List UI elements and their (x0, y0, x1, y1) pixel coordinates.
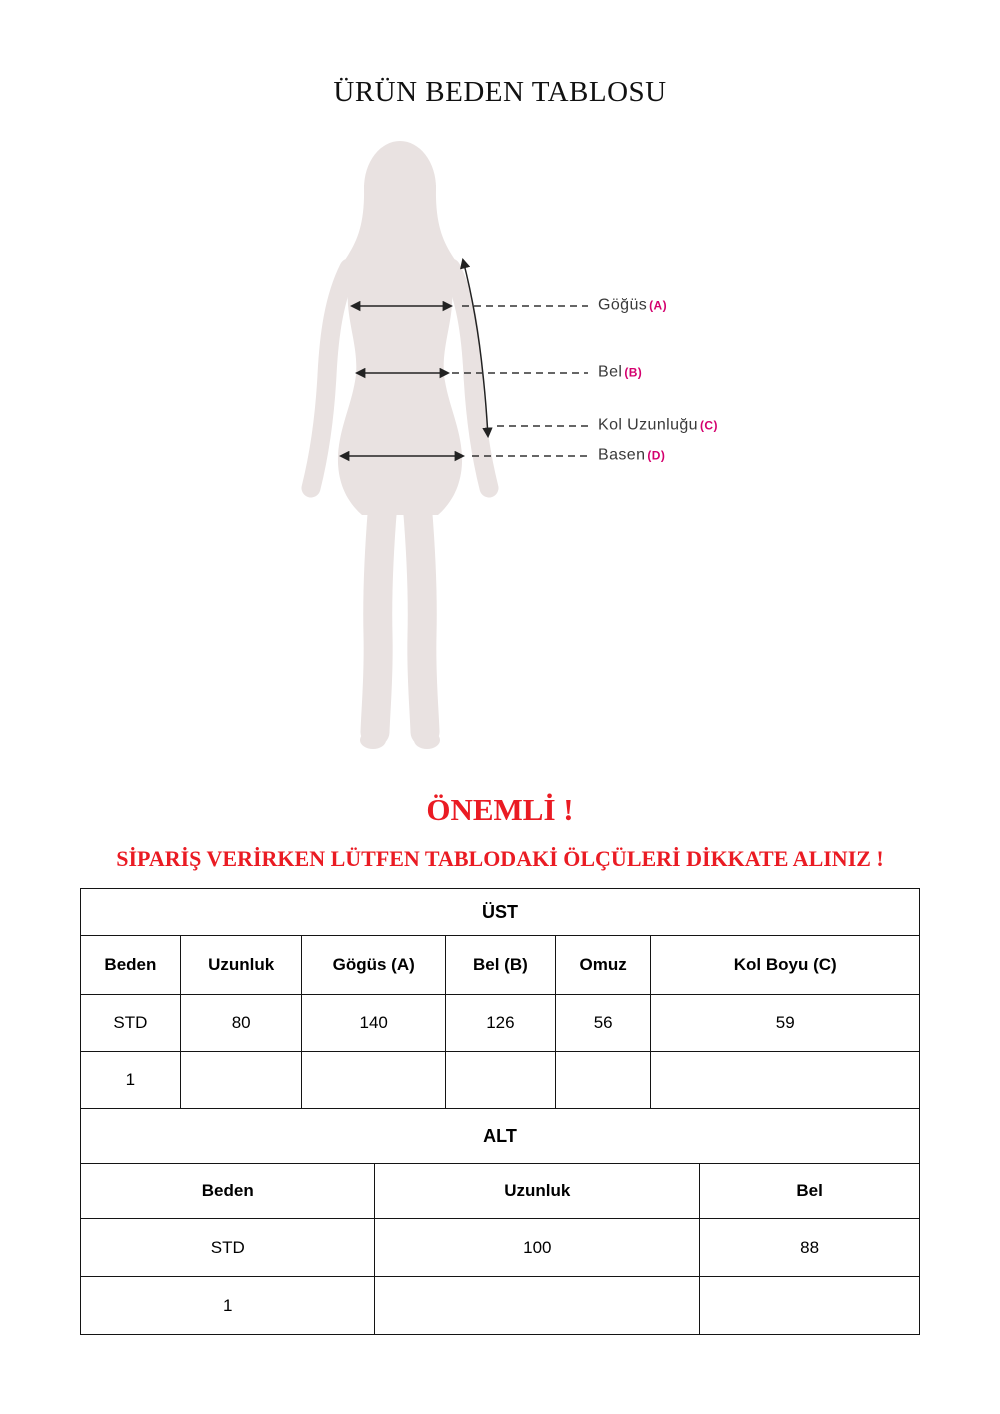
table-cell: 1 (81, 1052, 181, 1109)
table-cell (651, 1052, 920, 1109)
label-arm-length-marker: (C) (699, 418, 718, 433)
label-waist-text: Bel (598, 363, 623, 381)
table-cell: 100 (375, 1219, 700, 1277)
table-row (81, 1164, 920, 1219)
label-arm-length-text: Kol Uzunluğu (598, 416, 698, 434)
top-table-title: ÜST (81, 889, 920, 936)
table-cell (302, 1052, 445, 1109)
important-heading: ÖNEMLİ ! (426, 792, 574, 827)
label-waist-marker: (B) (624, 365, 643, 380)
table-cell: 80 (180, 995, 302, 1052)
table-header-cell: Gögüs (A) (302, 936, 445, 995)
label-chest-text: Göğüs (598, 296, 648, 314)
table-header-cell: Uzunluk (180, 936, 302, 995)
table-row (81, 936, 920, 995)
table-cell: 126 (445, 995, 555, 1052)
table-header-cell: Beden (81, 1164, 375, 1219)
table-row (81, 995, 920, 1052)
bottom-table-title: ALT (81, 1109, 920, 1164)
label-arm-length (598, 417, 718, 435)
table-cell (375, 1277, 700, 1335)
table-cell (555, 1052, 651, 1109)
table-row (81, 889, 920, 936)
table-cell (180, 1052, 302, 1109)
bottom-size-table (80, 1108, 920, 1335)
table-row (81, 1109, 920, 1164)
top-size-table (80, 888, 920, 1109)
table-header-cell: Bel (B) (445, 936, 555, 995)
table-cell: 59 (651, 995, 920, 1052)
table-row (81, 1277, 920, 1335)
size-tables (80, 888, 920, 1335)
label-chest-marker: (A) (649, 298, 667, 313)
body-silhouette (311, 141, 489, 749)
table-header-cell: Uzunluk (375, 1164, 700, 1219)
table-header-cell: Kol Boyu (C) (651, 936, 920, 995)
body-silhouette-figure (0, 130, 1000, 760)
table-cell: STD (81, 995, 181, 1052)
label-chest (598, 297, 667, 315)
table-cell: 88 (700, 1219, 920, 1277)
important-note: SİPARİŞ VERİRKEN LÜTFEN TABLODAKİ ÖLÇÜLERİ DİKKATE ALINIZ ! (116, 846, 884, 871)
label-waist (598, 364, 642, 382)
table-cell (445, 1052, 555, 1109)
size-diagram (0, 130, 1000, 760)
page-title: ÜRÜN BEDEN TABLOSU (333, 76, 667, 108)
label-hip-marker: (D) (647, 448, 666, 463)
label-hip-text: Basen (598, 446, 646, 464)
table-row (81, 1219, 920, 1277)
table-row (81, 1052, 920, 1109)
table-cell: 56 (555, 995, 651, 1052)
table-cell (700, 1277, 920, 1335)
table-header-cell: Beden (81, 936, 181, 995)
table-header-cell: Bel (700, 1164, 920, 1219)
table-header-cell: Omuz (555, 936, 651, 995)
table-cell: STD (81, 1219, 375, 1277)
label-hip (598, 447, 665, 465)
table-cell: 1 (81, 1277, 375, 1335)
table-cell: 140 (302, 995, 445, 1052)
